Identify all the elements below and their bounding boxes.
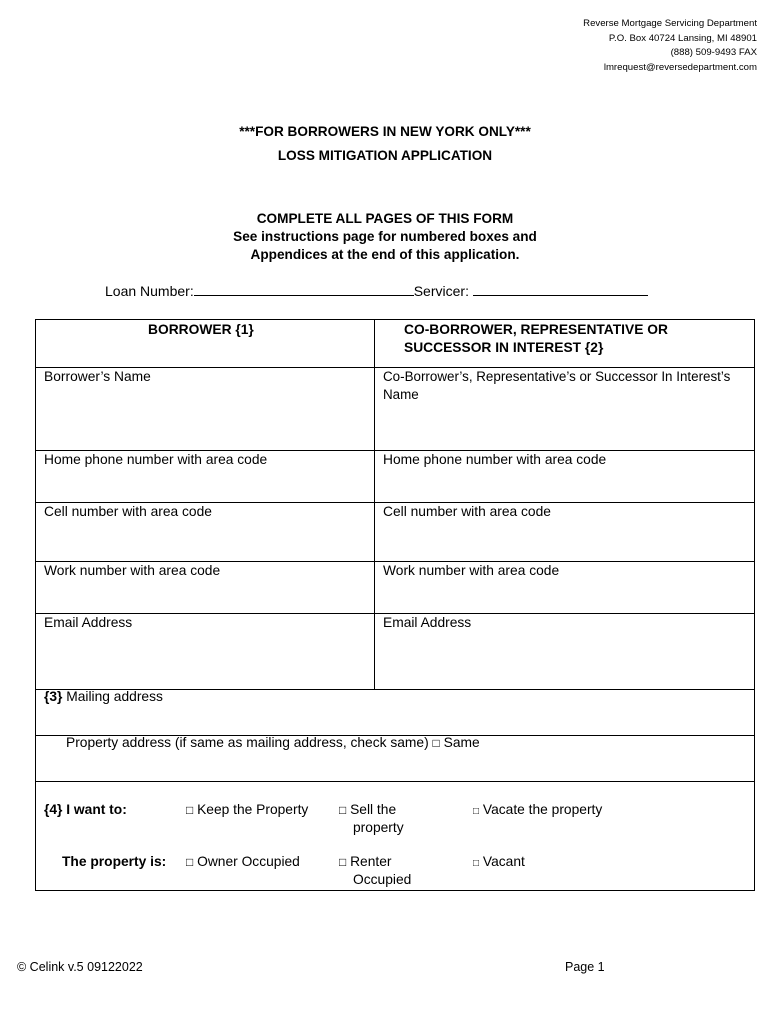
vacant-label: Vacant <box>482 854 525 869</box>
loan-number-label: Loan Number: <box>105 283 194 299</box>
loan-number-field[interactable] <box>194 281 414 296</box>
title-ny-only: ***FOR BORROWERS IN NEW YORK ONLY*** <box>239 124 531 139</box>
mailing-address-label: Mailing address <box>62 689 163 704</box>
keep-checkbox[interactable]: □ <box>186 803 194 817</box>
column-divider <box>374 320 375 689</box>
borrower-header: BORROWER {1} <box>148 322 254 337</box>
owner-occupied-option[interactable] <box>186 853 300 871</box>
renter-label-line1: Renter <box>350 854 392 869</box>
borrower-email-field[interactable]: Email Address <box>44 615 133 630</box>
vacant-checkbox[interactable]: □ <box>473 858 480 869</box>
coborrower-header-line1: CO-BORROWER, REPRESENTATIVE OR <box>404 322 668 337</box>
property-is-label: The property is: <box>62 854 167 869</box>
sell-checkbox[interactable]: □ <box>339 803 347 817</box>
servicer-field[interactable] <box>473 281 648 296</box>
fax-number: (888) 509-9493 FAX <box>670 47 757 59</box>
servicer-address-block <box>583 17 757 75</box>
property-address-label: Property address (if same as mailing address, check same) <box>66 735 429 750</box>
owner-checkbox[interactable]: □ <box>186 855 194 869</box>
vacant-option[interactable] <box>473 853 525 873</box>
coborrower-name-line1: Co-Borrower’s, Representative’s or Successor In Interest’s <box>383 369 731 384</box>
mailing-box-number: {3} <box>44 689 63 704</box>
title-complete-all: COMPLETE ALL PAGES OF THIS FORM <box>256 211 514 226</box>
footer-page-number: Page 1 <box>565 960 605 974</box>
borrower-work-phone-field[interactable]: Work number with area code <box>44 563 221 578</box>
renter-occupied-option[interactable] <box>339 853 411 889</box>
owner-label: Owner Occupied <box>197 854 300 869</box>
borrower-home-phone-field[interactable]: Home phone number with area code <box>44 452 268 467</box>
coborrower-work-phone-field[interactable]: Work number with area code <box>383 563 560 578</box>
coborrower-name-line2: Name <box>383 387 419 402</box>
po-box: P.O. Box 40724 Lansing, MI 48901 <box>608 32 757 44</box>
vacate-checkbox[interactable]: □ <box>473 806 480 817</box>
same-checkbox[interactable]: □ <box>432 736 440 750</box>
footer-copyright: © Celink v.5 09122022 <box>17 960 143 974</box>
property-address-field[interactable] <box>66 734 480 752</box>
row-divider <box>36 781 754 782</box>
title-instructions: See instructions page for numbered boxes and <box>233 229 537 244</box>
same-label: Same <box>443 735 480 750</box>
coborrower-header <box>404 321 668 357</box>
mailing-address-field[interactable] <box>44 688 163 706</box>
application-table <box>35 319 755 891</box>
vacate-property-option[interactable] <box>473 801 602 821</box>
coborrower-cell-phone-field[interactable]: Cell number with area code <box>383 504 551 519</box>
vacate-label: Vacate the property <box>482 802 603 817</box>
coborrower-email-field[interactable]: Email Address <box>383 615 472 630</box>
dept-name: Reverse Mortgage Servicing Department <box>583 18 757 29</box>
coborrower-name-field[interactable] <box>383 368 730 404</box>
i-want-to-label: {4} I want to: <box>44 802 127 817</box>
loan-servicer-line <box>105 281 648 299</box>
servicer-label: Servicer: <box>413 283 469 299</box>
sell-label-line2: property <box>353 820 404 835</box>
title-appendices: Appendices at the end of this application. <box>250 247 520 262</box>
coborrower-home-phone-field[interactable]: Home phone number with area code <box>383 452 607 467</box>
email-address: lmrequest@reversedepartment.com <box>603 61 757 73</box>
sell-property-option[interactable] <box>339 801 404 837</box>
borrower-cell-phone-field[interactable]: Cell number with area code <box>44 504 212 519</box>
renter-label-line2: Occupied <box>353 872 412 887</box>
keep-property-option[interactable] <box>186 801 308 819</box>
renter-checkbox[interactable]: □ <box>339 855 347 869</box>
keep-label: Keep the Property <box>197 802 309 817</box>
coborrower-header-line2: SUCCESSOR IN INTEREST {2} <box>404 340 604 355</box>
title-application: LOSS MITIGATION APPLICATION <box>277 148 493 163</box>
borrower-name-field[interactable]: Borrower’s Name <box>44 369 151 384</box>
sell-label-line1: Sell the <box>350 802 397 817</box>
